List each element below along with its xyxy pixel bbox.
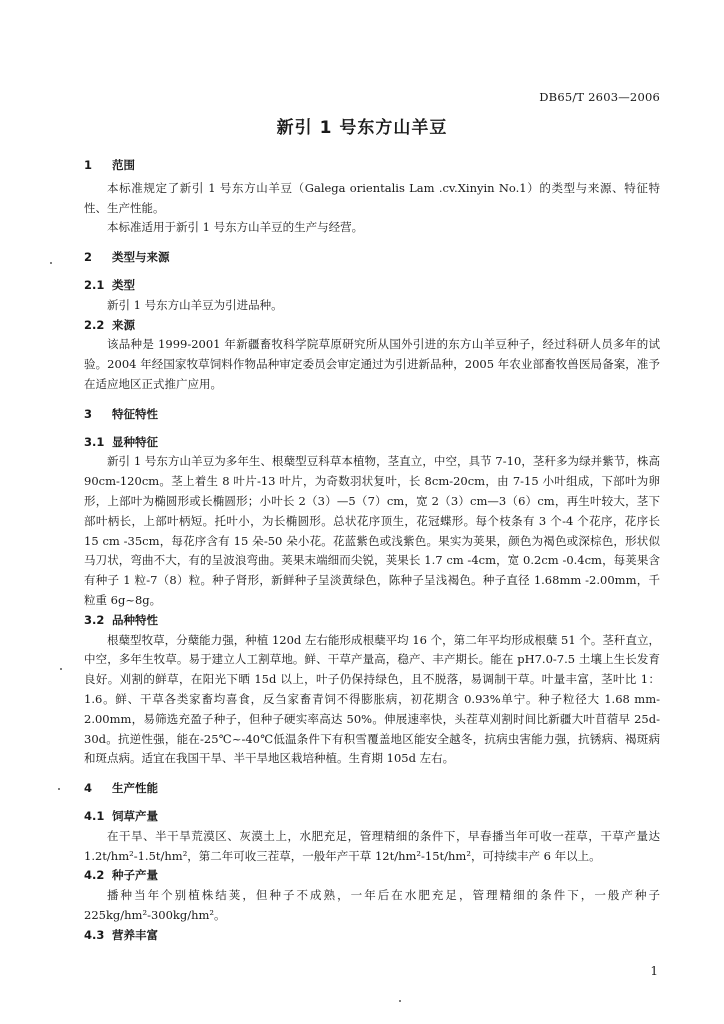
section-number: 4 bbox=[84, 781, 93, 796]
paragraph: 本标准适用于新引 1 号东方山羊豆的生产与经营。 bbox=[107, 220, 364, 235]
subsection-heading-nutrition bbox=[84, 926, 660, 946]
paragraph: 新引 1 号东方山羊豆为引进品种。 bbox=[107, 297, 283, 312]
subsection-number: 4.3 bbox=[84, 927, 105, 942]
subsection-title: 显种特征 bbox=[112, 434, 158, 449]
subsection-heading-seed-yield bbox=[84, 866, 660, 886]
subsection-heading-features bbox=[84, 433, 660, 453]
paragraph: 该品种是 1999-2001 年新疆畜牧科学院草原研究所从国外引进的东方山羊豆种子，经过科研人员多年的试验。2004 年经国家牧草饲料作物品种审定委员会审定通过为引进新品种，2005 年农业部畜牧兽医局备案，准予在适应地区正式推广应用。 bbox=[84, 337, 660, 391]
subsection-title: 种子产量 bbox=[112, 868, 158, 883]
subsection-title: 类型 bbox=[112, 277, 135, 292]
section-number: 3 bbox=[84, 406, 93, 421]
subsection-title: 营养丰富 bbox=[112, 927, 158, 942]
paragraph: 在干旱、半干旱荒漠区、灰漠土上，水肥充足，管理精细的条件下，早春播当年可收一茬草，干草产量达 1.2t/hm²-1.5t/hm²，第二年可收三茬草，一般年产干草 12t/hm²-15t/hm²，可持续丰产 6 年以上。 bbox=[84, 828, 660, 863]
section-heading-characteristics bbox=[84, 405, 660, 425]
section-title: 特征特性 bbox=[112, 406, 158, 421]
subsection-title: 饲草产量 bbox=[112, 808, 158, 823]
subsection-number: 4.1 bbox=[84, 808, 105, 823]
subsection-heading-source bbox=[84, 316, 660, 336]
section-number: 1 bbox=[84, 158, 93, 172]
section-title: 类型与来源 bbox=[112, 250, 170, 265]
page-number: 1 bbox=[650, 964, 658, 978]
section-number: 2 bbox=[84, 250, 93, 265]
scan-speck bbox=[399, 1000, 401, 1002]
subsection-title: 品种特性 bbox=[112, 612, 158, 627]
subsection-heading-variety-traits bbox=[84, 611, 660, 631]
section-title: 范围 bbox=[112, 158, 135, 172]
paragraph: 播种当年个别植株结荚，但种子不成熟，一年后在水肥充足，管理精细的条件下，一般产种子 225kg/hm²-300kg/hm²。 bbox=[84, 888, 660, 922]
subsection-heading-forage-yield bbox=[84, 807, 660, 827]
subsection-number: 4.2 bbox=[84, 868, 105, 883]
section-heading-type-source bbox=[84, 248, 660, 268]
section-title: 生产性能 bbox=[112, 781, 158, 796]
section-heading-performance bbox=[84, 779, 660, 799]
scan-speck bbox=[50, 262, 52, 264]
subsection-number: 3.2 bbox=[84, 612, 105, 627]
subsection-title: 来源 bbox=[112, 317, 135, 332]
section-heading-scope bbox=[84, 156, 660, 176]
subsection-number: 3.1 bbox=[84, 434, 105, 449]
standard-number: DB65/T 2603—2006 bbox=[539, 90, 660, 104]
document-title: 新引 1 号东方山羊豆 bbox=[276, 118, 448, 138]
paragraph: 本标准规定了新引 1 号东方山羊豆（Galega orientalis Lam .cv.Xinyin No.1）的类型与来源、特征特性、生产性能。 bbox=[84, 180, 660, 215]
subsection-number: 2.1 bbox=[84, 277, 105, 292]
scan-speck bbox=[60, 668, 62, 670]
subsection-heading-type bbox=[84, 276, 660, 296]
scan-speck bbox=[58, 788, 60, 790]
paragraph: 新引 1 号东方山羊豆为多年生、根蘖型豆科草本植物，茎直立，中空，具节 7-10，茎秆多为绿并紫节，株高 90cm-120cm。茎上着生 8 叶片-13 叶片，为奇数羽状复叶，长 8cm-20cm，由 7-15 小叶组成，下部叶为卵形，上部叶为椭圆形或长椭圆形；小叶长 2（3）—5（7）cm，宽 2（3）cm—3（6）cm，再生叶较大，茎下部叶柄长，上部叶柄短。托叶小，为长椭圆形。总状花序顶生，花冠蝶形。每个枝条有 3 个-4 个花序，花序长 15 cm -35cm，每花序含有 15 朵-50 朵小花。花蓝紫色或浅紫色。果实为荚果，颜色为褐色或深棕色，形状似马刀状，弯曲不大，有的呈波浪弯曲。荚果末端细而尖锐，荚果长 1.7 cm -4cm，宽 0.2cm -0.4cm，每荚果含有种子 1 粒-7（8）粒。种子肾形，新鲜种子呈淡黄绿色，陈种子呈浅褐色。种子直径 1.68mm -2.00mm，千粒重 6g~8g。 bbox=[84, 454, 660, 607]
subsection-number: 2.2 bbox=[84, 317, 105, 332]
paragraph: 根蘖型牧草，分蘖能力强，种植 120d 左右能形成根蘖平均 16 个，第二年平均形成根蘖 51 个。茎秆直立，中空，多年生牧草。易于建立人工割草地。鲜、干草产量高，稳产、丰产期长。能在 pH7.0-7.5 土壤上生长发育良好。刈割的鲜草，在阳光下晒 15d 以上，叶子仍保持绿色，且不脱落，易调制干草。叶量丰富，茎叶比 1：1.6。鲜、干草各类家畜均喜食，反刍家畜青饲不得膨胀病，初花期含 0.93%单宁。种子粒径大 1.68 mm-2.00mm，易筛选充盈子种子，但种子硬实率高达 50%。伸展速率快，头茬草刈割时间比新疆大叶苜蓿早 25d-30d。抗逆性强，能在-25℃~-40℃低温条件下有积雪覆盖地区能安全越冬，抗病虫害能力强，抗锈病、褐斑病和斑点病。适宜在我国干旱、半干旱地区栽培种植。生育期 105d 左右。 bbox=[84, 632, 660, 766]
document-body bbox=[84, 156, 660, 945]
